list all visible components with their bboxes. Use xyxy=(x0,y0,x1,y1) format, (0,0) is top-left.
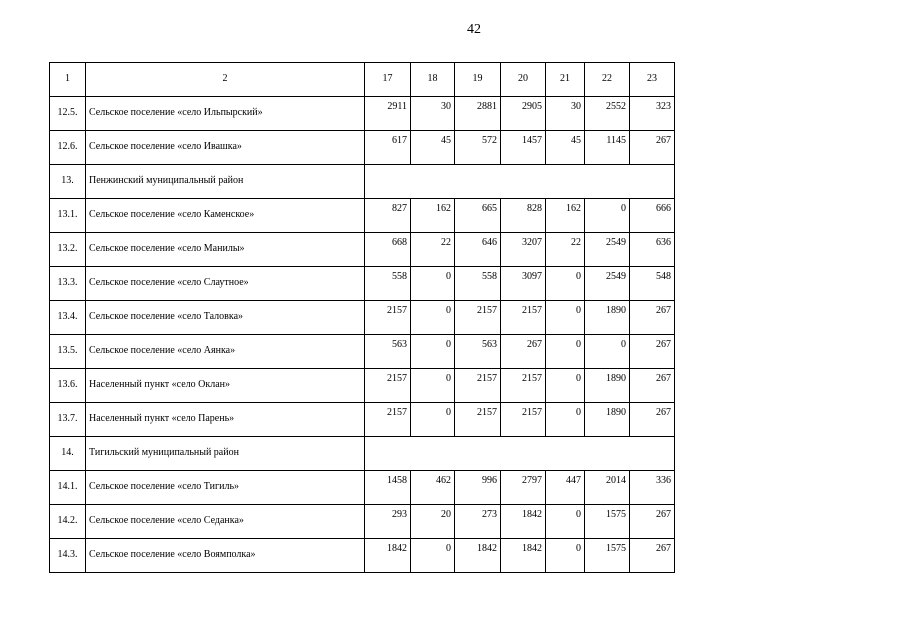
value-cell: 267 xyxy=(630,403,675,437)
row-code-cell: 14.3. xyxy=(50,539,86,573)
table-row xyxy=(50,403,675,437)
value-cell: 0 xyxy=(585,199,630,233)
row-code-cell: 13.1. xyxy=(50,199,86,233)
row-code-cell: 13.3. xyxy=(50,267,86,301)
section-empty-cell xyxy=(365,437,675,471)
table-row xyxy=(50,335,675,369)
data-table xyxy=(49,62,675,573)
value-cell: 0 xyxy=(546,335,585,369)
value-cell: 162 xyxy=(411,199,455,233)
row-code-cell: 12.5. xyxy=(50,97,86,131)
table-body xyxy=(50,97,675,573)
value-cell: 0 xyxy=(546,403,585,437)
value-cell: 2552 xyxy=(585,97,630,131)
value-cell: 20 xyxy=(411,505,455,539)
value-cell: 30 xyxy=(411,97,455,131)
value-cell: 1890 xyxy=(585,301,630,335)
value-cell: 45 xyxy=(546,131,585,165)
value-cell: 0 xyxy=(411,403,455,437)
value-cell: 1890 xyxy=(585,369,630,403)
value-cell: 636 xyxy=(630,233,675,267)
row-name-cell: Пенжинский муниципальный район xyxy=(86,165,365,199)
section-empty-cell xyxy=(365,165,675,199)
value-cell: 0 xyxy=(411,369,455,403)
value-cell: 2157 xyxy=(455,369,501,403)
value-cell: 267 xyxy=(630,369,675,403)
value-cell: 1575 xyxy=(585,539,630,573)
value-cell: 1842 xyxy=(501,505,546,539)
row-name-cell: Сельское поселение «село Слаутное» xyxy=(86,267,365,301)
value-cell: 1575 xyxy=(585,505,630,539)
row-name-cell: Сельское поселение «село Ильпырский» xyxy=(86,97,365,131)
row-code-cell: 14.1. xyxy=(50,471,86,505)
value-cell: 558 xyxy=(365,267,411,301)
value-cell: 646 xyxy=(455,233,501,267)
value-cell: 2549 xyxy=(585,267,630,301)
section-row xyxy=(50,437,675,471)
value-cell: 3097 xyxy=(501,267,546,301)
value-cell: 336 xyxy=(630,471,675,505)
value-cell: 2157 xyxy=(501,369,546,403)
value-cell: 267 xyxy=(630,131,675,165)
header-cell: 20 xyxy=(501,63,546,97)
row-code-cell: 13.7. xyxy=(50,403,86,437)
value-cell: 563 xyxy=(455,335,501,369)
value-cell: 2157 xyxy=(501,301,546,335)
value-cell: 45 xyxy=(411,131,455,165)
value-cell: 617 xyxy=(365,131,411,165)
value-cell: 2157 xyxy=(365,369,411,403)
row-code-cell: 14.2. xyxy=(50,505,86,539)
value-cell: 293 xyxy=(365,505,411,539)
value-cell: 0 xyxy=(546,505,585,539)
value-cell: 267 xyxy=(630,335,675,369)
table-row xyxy=(50,539,675,573)
value-cell: 1842 xyxy=(455,539,501,573)
value-cell: 2881 xyxy=(455,97,501,131)
value-cell: 2905 xyxy=(501,97,546,131)
header-cell: 22 xyxy=(585,63,630,97)
row-code-cell: 13.5. xyxy=(50,335,86,369)
value-cell: 2157 xyxy=(365,301,411,335)
row-name-cell: Сельское поселение «село Таловка» xyxy=(86,301,365,335)
value-cell: 22 xyxy=(411,233,455,267)
header-cell: 1 xyxy=(50,63,86,97)
table-row xyxy=(50,369,675,403)
value-cell: 0 xyxy=(546,267,585,301)
value-cell: 267 xyxy=(501,335,546,369)
value-cell: 563 xyxy=(365,335,411,369)
value-cell: 2797 xyxy=(501,471,546,505)
value-cell: 22 xyxy=(546,233,585,267)
value-cell: 996 xyxy=(455,471,501,505)
row-name-cell: Населенный пункт «село Оклан» xyxy=(86,369,365,403)
table-row xyxy=(50,267,675,301)
value-cell: 462 xyxy=(411,471,455,505)
value-cell: 2014 xyxy=(585,471,630,505)
value-cell: 447 xyxy=(546,471,585,505)
value-cell: 267 xyxy=(630,539,675,573)
table-row xyxy=(50,505,675,539)
section-row xyxy=(50,165,675,199)
value-cell: 0 xyxy=(546,301,585,335)
value-cell: 0 xyxy=(546,539,585,573)
value-cell: 0 xyxy=(585,335,630,369)
value-cell: 0 xyxy=(411,267,455,301)
value-cell: 0 xyxy=(411,301,455,335)
value-cell: 1457 xyxy=(501,131,546,165)
value-cell: 1842 xyxy=(501,539,546,573)
value-cell: 665 xyxy=(455,199,501,233)
value-cell: 827 xyxy=(365,199,411,233)
value-cell: 1842 xyxy=(365,539,411,573)
value-cell: 828 xyxy=(501,199,546,233)
value-cell: 548 xyxy=(630,267,675,301)
row-name-cell: Сельское поселение «село Седанка» xyxy=(86,505,365,539)
row-code-cell: 12.6. xyxy=(50,131,86,165)
row-code-cell: 14. xyxy=(50,437,86,471)
header-cell: 23 xyxy=(630,63,675,97)
row-code-cell: 13.4. xyxy=(50,301,86,335)
row-code-cell: 13.6. xyxy=(50,369,86,403)
value-cell: 668 xyxy=(365,233,411,267)
value-cell: 2157 xyxy=(365,403,411,437)
value-cell: 30 xyxy=(546,97,585,131)
value-cell: 273 xyxy=(455,505,501,539)
value-cell: 0 xyxy=(546,369,585,403)
value-cell: 2157 xyxy=(501,403,546,437)
value-cell: 2157 xyxy=(455,301,501,335)
value-cell: 0 xyxy=(411,539,455,573)
value-cell: 572 xyxy=(455,131,501,165)
row-name-cell: Сельское поселение «село Воямполка» xyxy=(86,539,365,573)
value-cell: 1890 xyxy=(585,403,630,437)
table-row xyxy=(50,301,675,335)
header-cell: 21 xyxy=(546,63,585,97)
value-cell: 558 xyxy=(455,267,501,301)
row-name-cell: Сельское поселение «село Аянка» xyxy=(86,335,365,369)
row-name-cell: Населенный пункт «село Парень» xyxy=(86,403,365,437)
row-name-cell: Сельское поселение «село Каменское» xyxy=(86,199,365,233)
row-name-cell: Сельское поселение «село Манилы» xyxy=(86,233,365,267)
value-cell: 2157 xyxy=(455,403,501,437)
value-cell: 2911 xyxy=(365,97,411,131)
header-cell: 2 xyxy=(86,63,365,97)
value-cell: 267 xyxy=(630,301,675,335)
value-cell: 2549 xyxy=(585,233,630,267)
value-cell: 162 xyxy=(546,199,585,233)
header-cell: 18 xyxy=(411,63,455,97)
row-name-cell: Сельское поселение «село Ивашка» xyxy=(86,131,365,165)
header-row xyxy=(50,63,675,97)
row-code-cell: 13. xyxy=(50,165,86,199)
row-code-cell: 13.2. xyxy=(50,233,86,267)
row-name-cell: Тигильский муниципальный район xyxy=(86,437,365,471)
value-cell: 1458 xyxy=(365,471,411,505)
table-row xyxy=(50,199,675,233)
table-row xyxy=(50,471,675,505)
value-cell: 0 xyxy=(411,335,455,369)
value-cell: 666 xyxy=(630,199,675,233)
table-row xyxy=(50,97,675,131)
table-row xyxy=(50,233,675,267)
value-cell: 3207 xyxy=(501,233,546,267)
table-row xyxy=(50,131,675,165)
header-cell: 17 xyxy=(365,63,411,97)
value-cell: 1145 xyxy=(585,131,630,165)
value-cell: 323 xyxy=(630,97,675,131)
value-cell: 267 xyxy=(630,505,675,539)
header-cell: 19 xyxy=(455,63,501,97)
row-name-cell: Сельское поселение «село Тигиль» xyxy=(86,471,365,505)
page-number: 42 xyxy=(467,22,481,37)
